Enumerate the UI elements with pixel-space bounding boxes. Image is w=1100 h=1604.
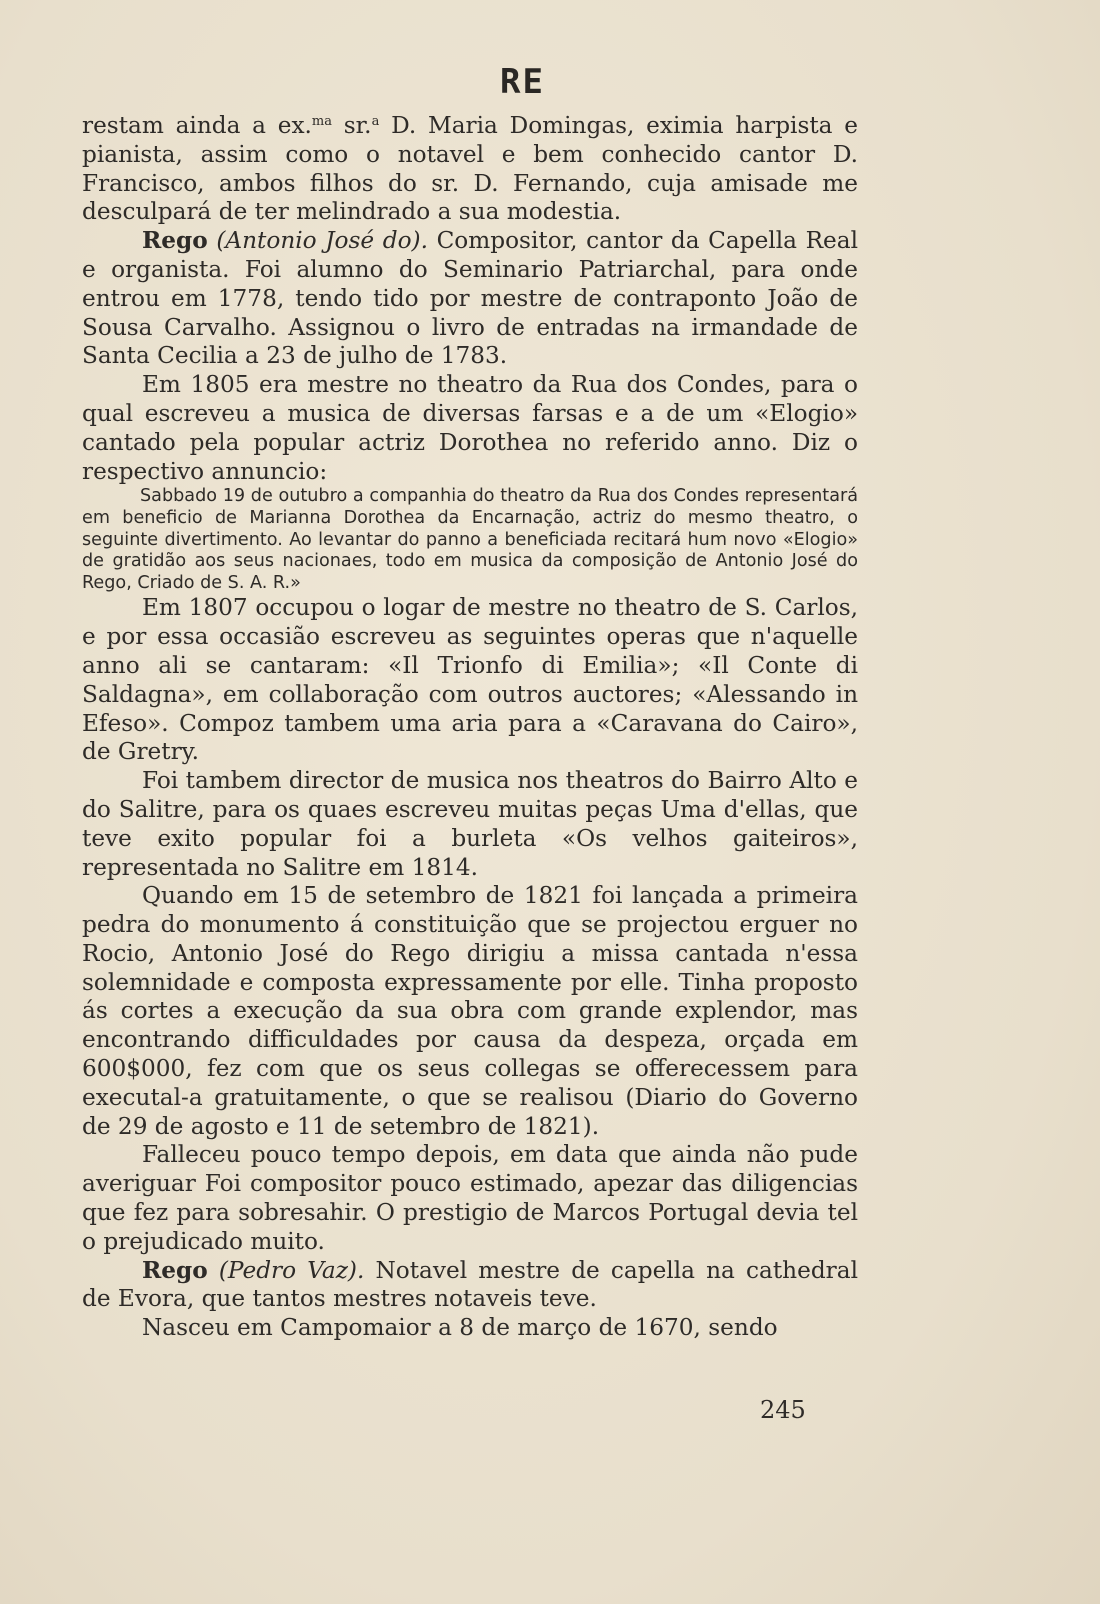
paragraph-7: Falleceu pouco tempo depois, em data que ainda não pude averiguar Foi compositor pouco estimado, apezar das diligencias que fez para sobresahir. O prestigio de Marcos Portugal devia tel o prejudicado muito. <box>82 1141 858 1255</box>
paragraph-6: Quando em 15 de setembro de 1821 foi lançada a primeira pedra do monumento á constituição que se projectou erguer no Rocio, Antonio José do Rego dirigiu a missa cantada n'essa solemnidade e composta expressamente por elle. Tinha proposto ás cortes a execução da sua obra com grande explendor, mas encontrando difficuldades por causa da despeza, orçada em 600$000, fez com que os seus collegas se offerecessem para executal-a gratuitamente, o que se realisou (Diario do Governo de 29 de agosto e 11 de setembro de 1821). <box>82 882 858 1140</box>
entry-name: (Pedro Vaz). <box>207 1256 365 1284</box>
superscript: a <box>371 114 380 129</box>
paragraph-3: Em 1805 era mestre no theatro da Rua dos Condes, para o qual escreveu a musica de diversas farsas e a de um «Elogio» cantado pela popular actriz Dorothea no referido anno. Diz o respectivo annuncio: <box>82 371 858 485</box>
entry-heading: Rego <box>142 227 208 255</box>
paragraph-1 <box>82 112 858 227</box>
entry-text: Notavel mestre de capella na cathedral de Evora, que tantos mestres notaveis teve. <box>82 1256 858 1313</box>
text-run: restam ainda a ex. <box>82 112 312 139</box>
entry-rego-pedro <box>82 1257 858 1315</box>
entry-text: Compositor, cantor da Capella Real e organista. Foi alumno do Seminario Patriarchal, para onde entrou em 1778, tendo tido por mestre de contraponto João de Sousa Carvalho. Assignou o livro de entradas na irmandade de Santa Cecilia a 23 de julho de 1783. <box>82 227 858 370</box>
paragraph-4: Em 1807 occupou o logar de mestre no theatro de S. Carlos, e por essa occasião escreveu as seguintes operas que n'aquelle anno ali se cantaram: «Il Trionfo di Emilia»; «Il Conte di Saldagna», em collaboração com outros auctores; «Alessando in Efeso». Compoz tambem uma aria para a «Caravana do Cairo», de Gretry. <box>82 594 858 766</box>
text-run: D. Maria Domingas, eximia harpista e pianista, assim como o notavel e bem conhecido cantor D. Francisco, ambos filhos do sr. D. Fernando, cuja amisade me desculpará de ter melindrado a sua modestia. <box>82 112 858 226</box>
entry-rego-antonio <box>82 227 858 371</box>
quoted-announcement: Sabbado 19 de outubro a companhia do theatro da Rua dos Condes representará em beneficio de Marianna Dorothea da Encarnação, actriz do mesmo theatro, o seguinte divertimento. Ao levantar do panno a beneficiada recitará hum novo «Elogio» de gratidão aos seus nacionaes, todo em musica da composição de Antonio José do Rego, Criado de S. A. R.» <box>82 486 858 593</box>
page-body <box>82 112 858 1343</box>
paragraph-5: Foi tambem director de musica nos theatros do Bairro Alto e do Salitre, para os quaes escreveu muitas peças Uma d'ellas, que teve exito popular foi a burleta «Os velhos gaiteiros», representada no Salitre em 1814. <box>82 767 858 881</box>
entry-heading: Rego <box>142 1256 208 1284</box>
entry-name: (Antonio José do). <box>207 227 428 255</box>
text-run: sr. <box>332 112 372 139</box>
page-number: 245 <box>760 1396 806 1424</box>
running-header: RE <box>500 62 545 102</box>
paragraph-9: Nasceu em Campomaior a 8 de março de 1670, sendo <box>142 1314 778 1342</box>
superscript: ma <box>311 114 332 129</box>
